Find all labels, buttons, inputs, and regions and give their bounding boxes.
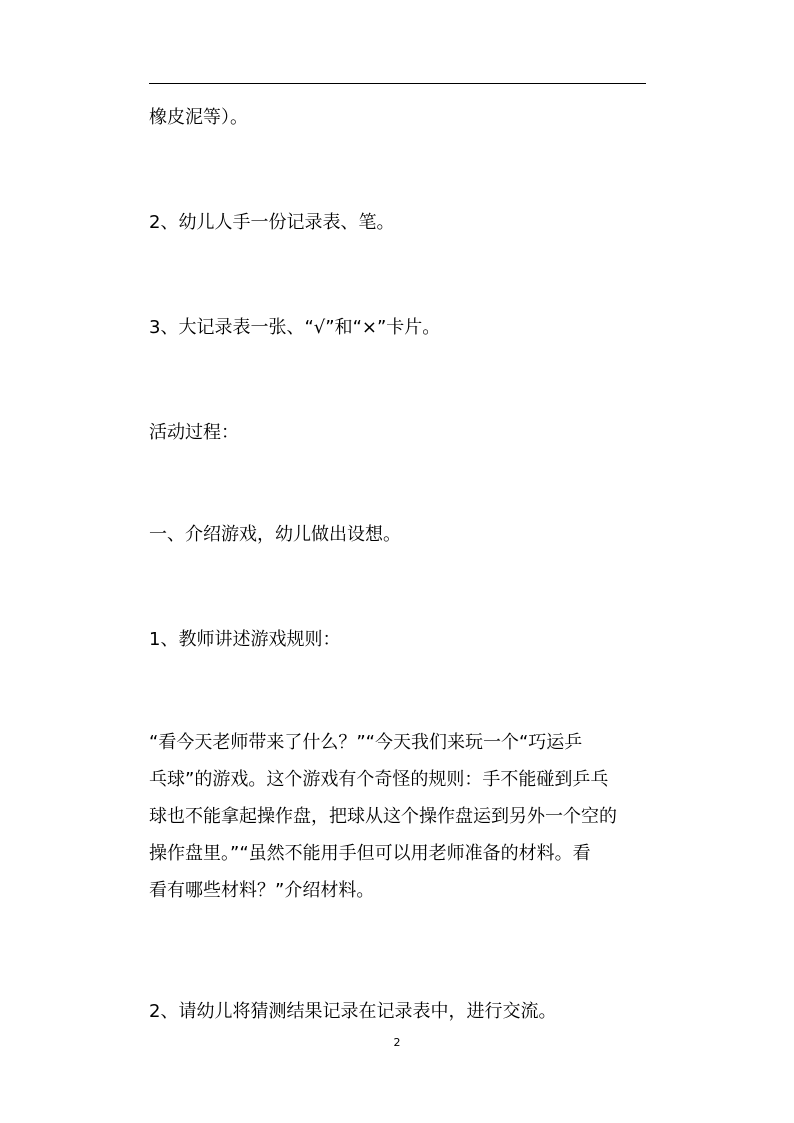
paragraph-record-sheet: 2、幼儿人手一份记录表、笔。 — [149, 212, 395, 233]
paragraph-record-guesses: 2、请幼儿将猜测结果记录在记录表中，进行交流。 — [149, 1001, 557, 1022]
page-number: 2 — [393, 1036, 401, 1049]
paragraph-teacher-dialogue — [149, 724, 646, 909]
paragraph-big-record-sheet: 3、大记录表一张、“√”和“×”卡片。 — [149, 317, 441, 338]
dialogue-line: 球也不能拿起操作盘，把球从这个操作盘运到另外一个空的 — [149, 806, 617, 827]
step-heading-introduce-game: 一、介绍游戏，幼儿做出设想。 — [149, 524, 401, 545]
paragraph-materials-end: 橡皮泥等）。 — [149, 107, 248, 128]
dialogue-line: 操作盘里。”“虽然不能用手但可以用老师准备的材料。看 — [149, 843, 591, 864]
header-rule — [149, 83, 646, 84]
dialogue-line: 乓球”的游戏。这个游戏有个奇怪的规则：手不能碰到乒乓 — [149, 769, 609, 790]
section-heading-process: 活动过程： — [149, 422, 239, 443]
dialogue-line: 看有哪些材料？”介绍材料。 — [149, 880, 375, 901]
dialogue-line: “看今天老师带来了什么？”“今天我们来玩一个“巧运乒 — [149, 732, 583, 753]
paragraph-teacher-rules: 1、教师讲述游戏规则： — [149, 629, 341, 650]
